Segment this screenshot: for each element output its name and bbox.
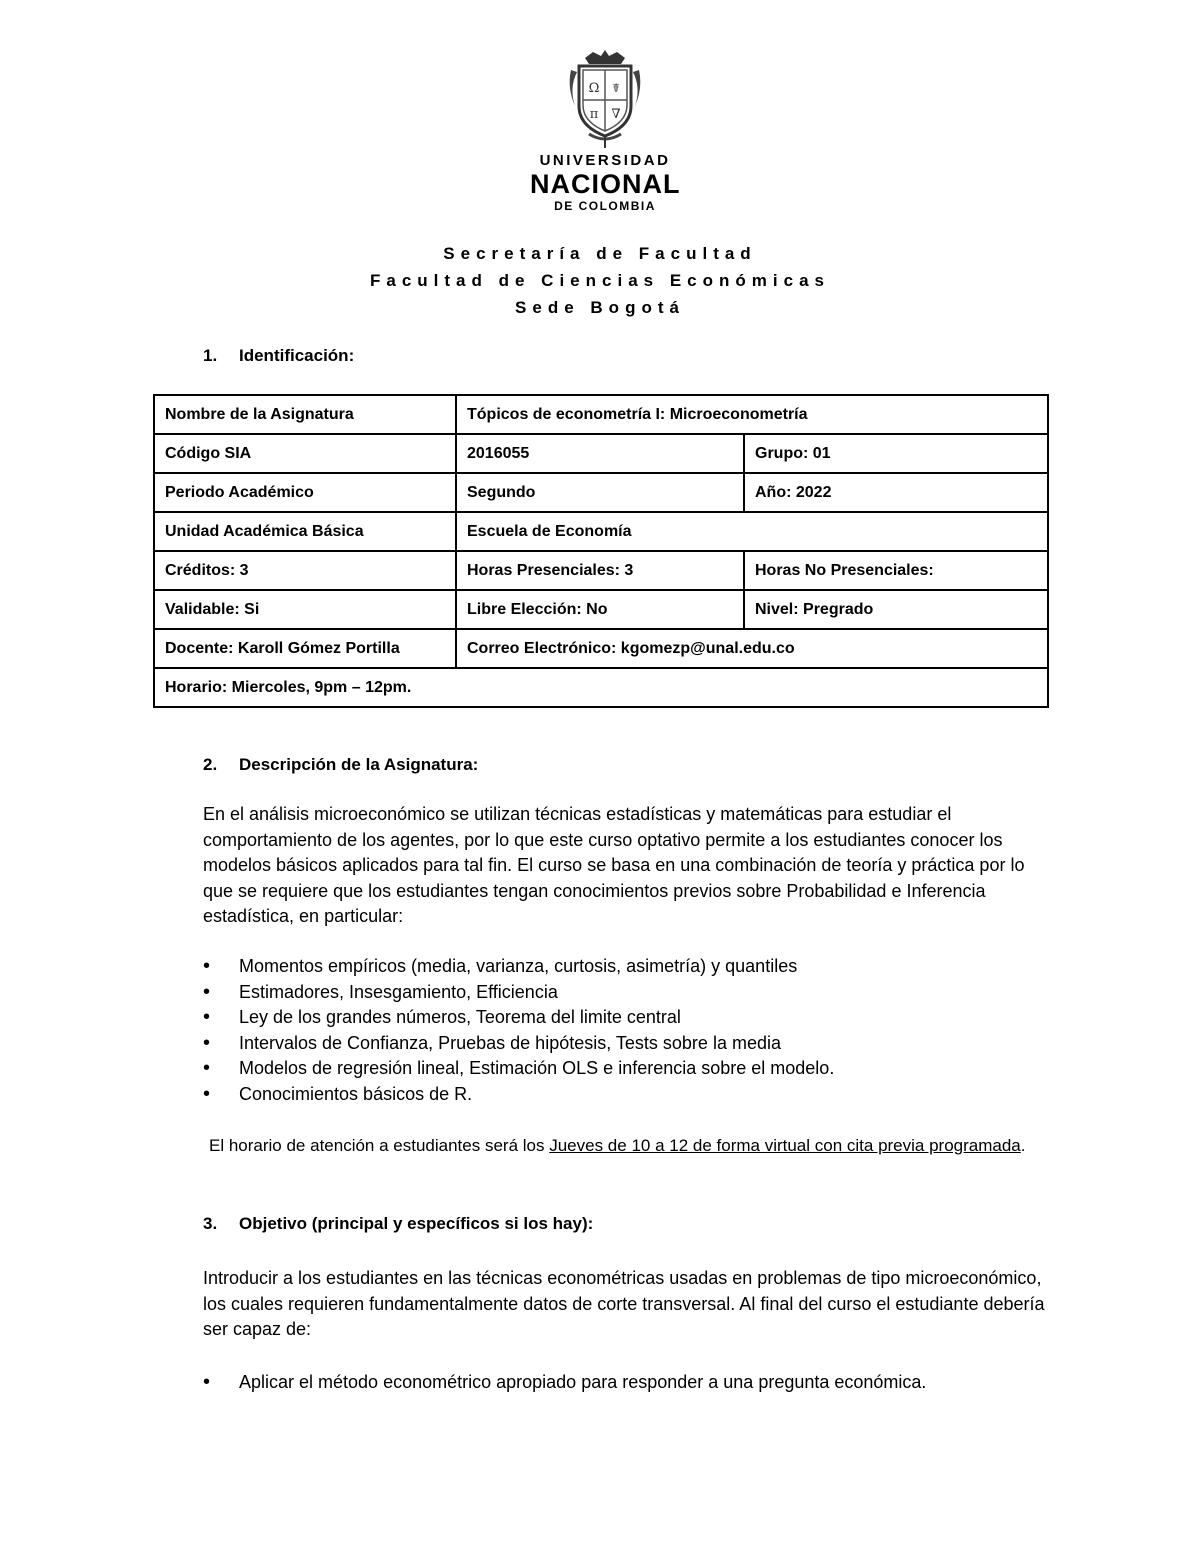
table-row <box>154 629 1048 668</box>
section-descripcion-heading <box>203 755 478 775</box>
table-cell: Créditos: 3 <box>154 551 456 590</box>
description-paragraph: En el análisis microeconómico se utilizan técnicas estadísticas y matemáticas para estudiar el comportamiento de los agentes, por lo que este curso optativo permite a los estudiantes conocer los modelos básicos aplicados para tal fin. El curso se basa en una combinación de teoría y práctica por lo que se requiere que los estudiantes tengan conocimientos previos sobre Probabilidad e Inferencia estadística, en particular: <box>203 804 1025 926</box>
section-objetivo-heading <box>203 1214 593 1234</box>
office-hours-note <box>209 1133 1059 1159</box>
list-item: • Aplicar el método econométrico apropiado para responder a una pregunta económica. <box>203 1370 926 1396</box>
table-cell: Grupo: 01 <box>744 434 1048 473</box>
table-cell: Nombre de la Asignatura <box>154 395 456 434</box>
table-row <box>154 668 1048 707</box>
table-row <box>154 434 1048 473</box>
list-item: • Ley de los grandes números, Teorema del limite central <box>203 1005 834 1031</box>
header-secretaria: Secretaría de Facultad <box>443 244 757 263</box>
objectives-list <box>203 1370 926 1396</box>
list-item: • Modelos de regresión lineal, Estimación OLS e inferencia sobre el modelo. <box>203 1056 834 1082</box>
office-hours-suffix: . <box>1020 1136 1026 1155</box>
table-cell: Segundo <box>456 473 744 512</box>
section-number: 1. <box>203 346 218 365</box>
section-identificacion-heading <box>203 346 354 366</box>
table-cell: Validable: Si <box>154 590 456 629</box>
table-cell: Horas No Presenciales: <box>744 551 1048 590</box>
table-cell: Correo Electrónico: kgomezp@unal.edu.co <box>456 629 1048 668</box>
table-row <box>154 473 1048 512</box>
logo-text-nacional: NACIONAL <box>530 169 681 199</box>
table-cell: Unidad Académica Básica <box>154 512 456 551</box>
section-title: Objetivo (principal y específicos si los hay): <box>239 1214 594 1233</box>
table-cell: Horario: Miercoles, 9pm – 12pm. <box>154 668 1048 707</box>
list-item: • Estimadores, Insesgamiento, Efficiencia <box>203 980 834 1006</box>
header-facultad: Facultad de Ciencias Económicas <box>370 271 830 290</box>
list-item: • Momentos empíricos (media, varianza, curtosis, asimetría) y quantiles <box>203 954 834 980</box>
table-cell: Escuela de Economía <box>456 512 1048 551</box>
office-hours-schedule: Jueves de 10 a 12 de forma virtual con cita previa programada <box>549 1136 1021 1155</box>
table-cell: Nivel: Pregrado <box>744 590 1048 629</box>
section-number: 3. <box>203 1214 218 1233</box>
table-row <box>154 512 1048 551</box>
table-cell: Horas Presenciales: 3 <box>456 551 744 590</box>
prerequisites-list <box>203 954 834 1107</box>
logo-text-de-colombia: DE COLOMBIA <box>554 199 656 213</box>
svg-text:π: π <box>589 107 599 122</box>
office-hours-prefix: El horario de atención a estudiantes será los <box>209 1136 550 1155</box>
table-row <box>154 551 1048 590</box>
section-title: Identificación: <box>239 346 355 365</box>
identification-table <box>153 394 1049 708</box>
table-cell: 2016055 <box>456 434 744 473</box>
table-cell: Periodo Académico <box>154 473 456 512</box>
table-cell: Tópicos de econometría I: Microeconometría <box>456 395 1048 434</box>
table-row <box>154 590 1048 629</box>
university-logo <box>530 48 680 213</box>
section-title: Descripción de la Asignatura: <box>239 755 479 774</box>
section-number: 2. <box>203 755 218 774</box>
table-cell: Libre Elección: No <box>456 590 744 629</box>
svg-text:∇: ∇ <box>611 107 621 122</box>
document-header <box>0 240 1200 321</box>
svg-text:Ω: Ω <box>588 81 600 96</box>
list-item: • Intervalos de Confianza, Pruebas de hipótesis, Tests sobre la media <box>203 1031 834 1057</box>
table-cell: Docente: Karoll Gómez Portilla <box>154 629 456 668</box>
table-row <box>154 395 1048 434</box>
list-item: • Conocimientos básicos de R. <box>203 1082 834 1108</box>
logo-text-universidad: UNIVERSIDAD <box>539 152 671 169</box>
university-seal-icon <box>565 48 645 148</box>
svg-text:☤: ☤ <box>611 81 621 95</box>
table-cell: Código SIA <box>154 434 456 473</box>
objective-paragraph: Introducir a los estudiantes en las técnicas econométricas usadas en problemas de tipo microeconómico, los cuales requieren fundamentalmente datos de corte transversal. Al final del curso el estudiante debería ser capaz de: <box>203 1268 1045 1339</box>
header-sede: Sede Bogotá <box>515 298 685 317</box>
table-cell: Año: 2022 <box>744 473 1048 512</box>
